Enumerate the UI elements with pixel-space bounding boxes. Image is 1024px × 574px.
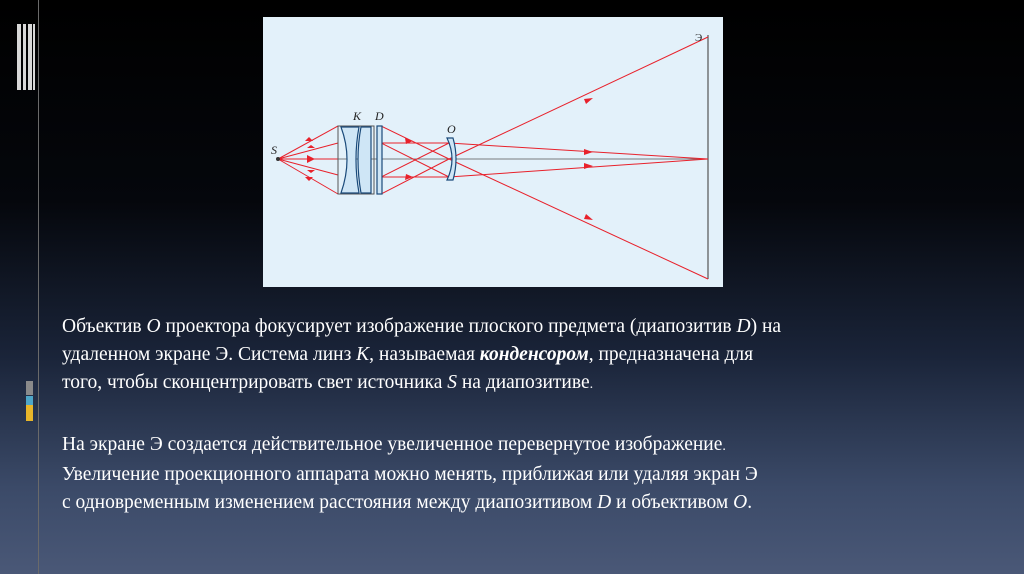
text-span: на диапозитиве xyxy=(456,372,590,393)
label-screen: Э xyxy=(695,32,703,44)
text-span: того, чтобы сконцентрировать свет источника xyxy=(62,372,448,393)
symbol-objective: O xyxy=(733,492,748,513)
paragraph2-line2: Увеличение проекционного аппарата можно менять, приближая или удаляя экран Э xyxy=(62,464,758,485)
label-slide: D xyxy=(375,109,384,123)
text-span: , называемая xyxy=(369,344,480,365)
text-span: . xyxy=(589,377,594,392)
label-condenser: K xyxy=(353,109,362,123)
imaging-rays xyxy=(381,37,708,279)
symbol-slide: D xyxy=(597,492,612,513)
decorative-left-strip xyxy=(0,0,40,574)
paragraph1-line2 xyxy=(62,341,1022,369)
paragraph-magnification xyxy=(62,431,1022,517)
text-span: Объектив xyxy=(62,316,147,337)
paragraph2-line1 xyxy=(62,431,1022,461)
decorative-bars-icon xyxy=(17,24,35,90)
left-divider-line xyxy=(38,0,39,574)
text-span: На экране Э создается действительное увеличенное перевернутое изображение xyxy=(62,434,723,455)
text-span: . xyxy=(722,439,726,454)
paragraph1-line3 xyxy=(62,369,1022,399)
symbol-objective: O xyxy=(146,316,161,337)
text-span: . xyxy=(747,492,753,513)
symbol-slide: D xyxy=(736,316,751,337)
condenser-lenses xyxy=(338,126,374,194)
text-span: ) на xyxy=(750,316,782,337)
symbol-source: S xyxy=(447,372,457,393)
text-span: , предназначена для xyxy=(588,344,754,365)
text-span: и объективом xyxy=(611,492,734,513)
label-objective: O xyxy=(447,122,456,136)
symbol-condenser: K xyxy=(356,344,370,365)
text-span: удаленном экране Э. Система линз xyxy=(62,344,357,365)
slide-plate xyxy=(377,126,382,194)
text-span: с одновременным изменением расстояния между диапозитивом xyxy=(62,492,598,513)
text-span: проектора фокусирует изображение плоского предмета (диапозитив xyxy=(160,316,737,337)
source-point xyxy=(276,157,280,161)
label-source: S xyxy=(271,143,277,157)
paragraph1-line1 xyxy=(62,313,1022,341)
paragraph2-line3 xyxy=(62,489,1022,517)
decorative-square-yellow xyxy=(26,405,33,421)
condensed-rays xyxy=(381,126,449,194)
term-condenser: конденсором xyxy=(479,344,589,365)
projector-optics-diagram xyxy=(263,17,723,287)
paragraph-projector-description xyxy=(62,313,1022,399)
decorative-square-grey xyxy=(26,381,33,395)
